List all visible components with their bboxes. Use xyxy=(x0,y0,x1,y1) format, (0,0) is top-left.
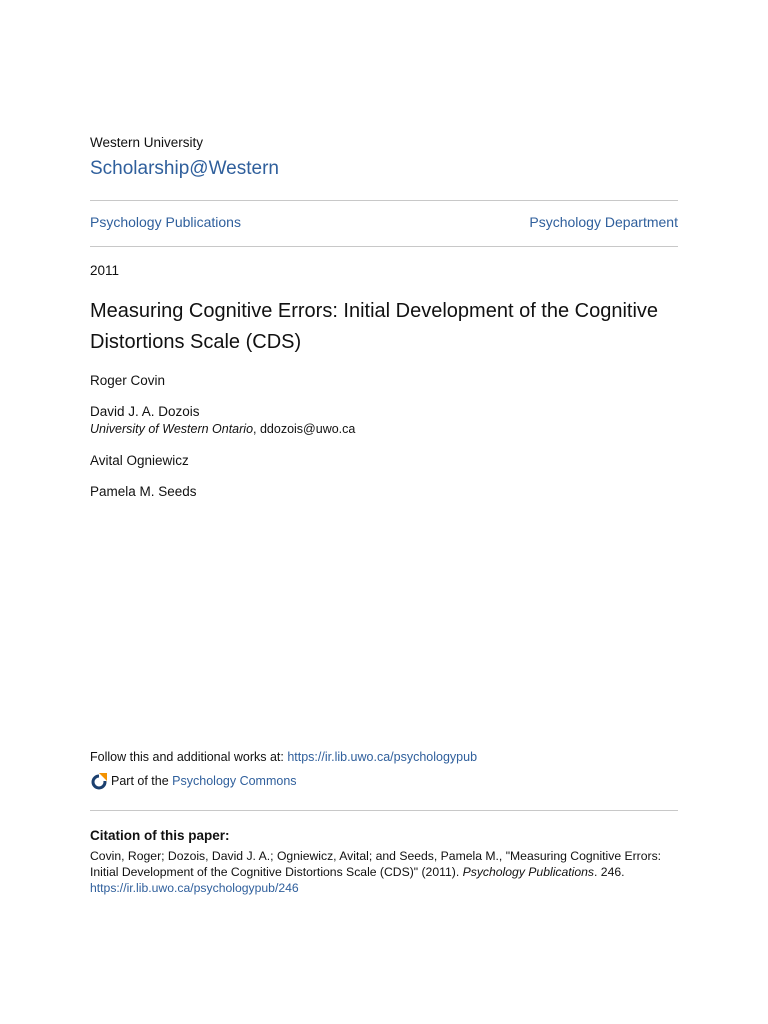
bepress-commons-icon xyxy=(90,772,108,790)
part-of-prefix: Part of the xyxy=(111,774,169,788)
author-name: Roger Covin xyxy=(90,373,166,388)
citation-body xyxy=(90,848,678,896)
part-of-line xyxy=(90,772,297,790)
follow-line xyxy=(90,750,477,764)
divider-bottom xyxy=(90,810,678,811)
citation-heading: Citation of this paper: xyxy=(90,828,230,843)
divider-top xyxy=(90,200,678,201)
institution-name: Western University xyxy=(90,135,204,150)
follow-prefix: Follow this and additional works at: xyxy=(90,750,288,764)
author-name: David J. A. Dozois xyxy=(90,404,200,419)
citation-text: Covin, Roger; Dozois, David J. A.; Ogniewicz, Avital; and Seeds, Pamela M., "Measuring Cognitive Errors: Initial Development of the Cognitive Distortions Scale (CDS)" (2011). xyxy=(90,849,662,879)
follow-link[interactable]: https://ir.lib.uwo.ca/psychologypub xyxy=(287,750,478,764)
author-name: Avital Ogniewicz xyxy=(90,453,189,468)
cover-page xyxy=(90,0,678,1024)
affiliation-institution: University of Western Ontario xyxy=(90,422,254,436)
department-link[interactable]: Psychology Department xyxy=(529,214,678,230)
divider-middle xyxy=(90,246,678,247)
affiliation-email: , ddozois@uwo.ca xyxy=(253,422,356,436)
citation-journal: Psychology Publications xyxy=(462,865,595,879)
collection-nav xyxy=(90,214,678,230)
paper-title: Measuring Cognitive Errors: Initial Development of the Cognitive Distortions Scale (CDS) xyxy=(90,300,659,353)
psychology-commons-link[interactable]: Psychology Commons xyxy=(172,774,297,788)
citation-number: . 246. xyxy=(594,865,625,879)
author-name: Pamela M. Seeds xyxy=(90,484,197,499)
collection-link[interactable]: Psychology Publications xyxy=(90,214,241,230)
repository-link[interactable]: Scholarship@Western xyxy=(90,158,279,179)
citation-link[interactable]: https://ir.lib.uwo.ca/psychologypub/246 xyxy=(90,881,299,895)
author-affiliation xyxy=(90,422,355,436)
publication-year: 2011 xyxy=(90,263,120,278)
